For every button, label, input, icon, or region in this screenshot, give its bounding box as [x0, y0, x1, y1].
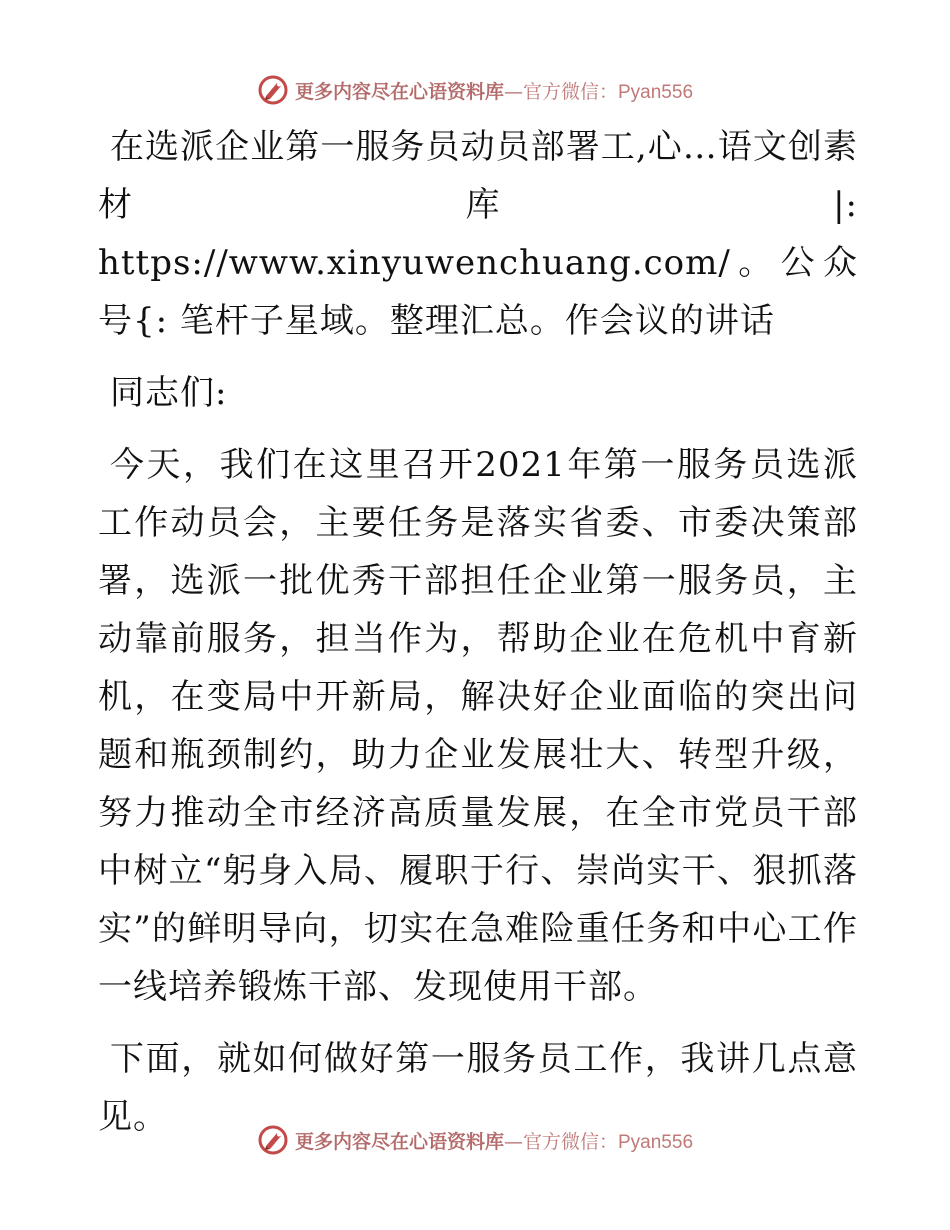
document-body — [98, 118, 858, 1160]
header-banner-wechat: 官方微信：Pyan556 — [523, 81, 694, 103]
header-banner — [0, 70, 950, 110]
header-banner-dash: — — [504, 80, 523, 103]
header-banner-text — [295, 77, 693, 104]
footer-banner-main: 更多内容尽在心语资料库 — [294, 1130, 504, 1153]
footer-banner-wechat: 官方微信：Pyan556 — [523, 1131, 694, 1153]
pen-logo-icon — [257, 1124, 289, 1156]
footer-banner-text — [295, 1127, 693, 1154]
paragraph-salutation: 同志们: — [110, 373, 228, 413]
pen-logo-icon — [257, 74, 289, 106]
footer-banner-dash: — — [504, 1130, 523, 1153]
paragraph-main: 今天，我们在这里召开2021年第一服务员选派工作动员会，主要任务是落实省委、市委决策部署，选派一批优秀干部担任企业第一服务员，主动靠前服务，担当作为，帮助企业在危机中育新机，在变局中开新局，解决好企业面临的突出问题和瓶颈制约，助力企业发展壮大、转型升级，努力推动全市经济高质量发展，在全市党员干部中树立“躬身入局、履职于行、崇尚实干、狠抓落实”的鲜明导向，切实在急难险重任务和中心工作一线培养锻炼干部、发现使用干部。 — [98, 445, 858, 1007]
header-banner-main: 更多内容尽在心语资料库 — [294, 80, 504, 103]
paragraph-title: 在选派企业第一服务员动员部署工,心…语文创素材库|: https://www.xinyuwenchuang.com/。公众号{: 笔杆子星域。整理汇总。作会议的讲话 — [98, 127, 858, 341]
paragraph-closing: 下面，就如何做好第一服务员工作，我讲几点意见。 — [98, 1039, 858, 1137]
footer-banner — [0, 1120, 950, 1160]
